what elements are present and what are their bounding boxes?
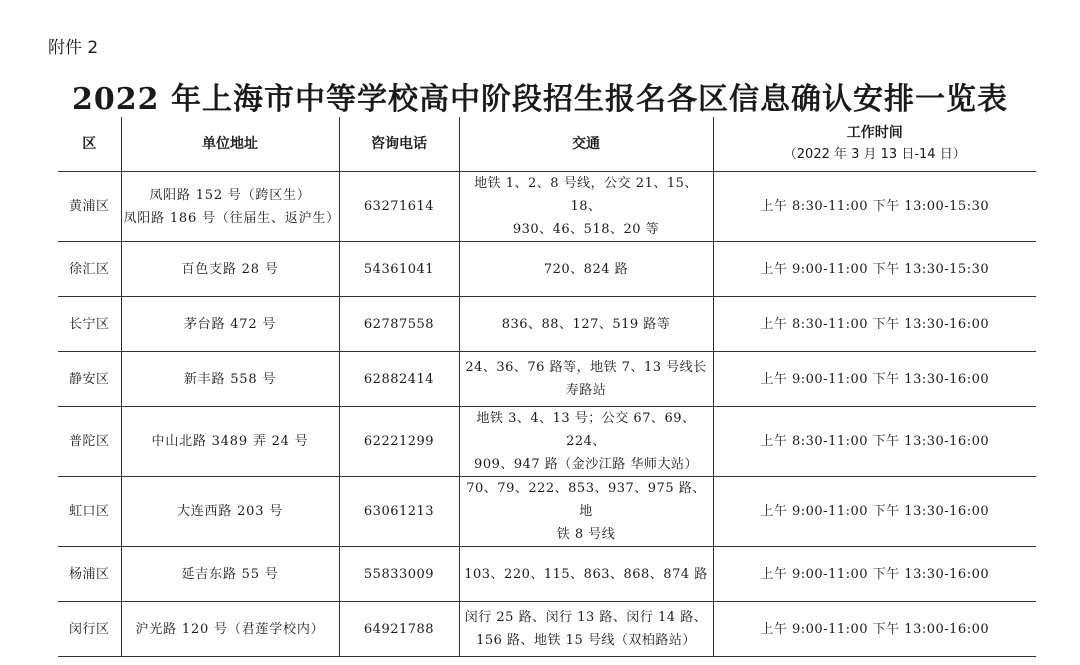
hours-cell: 上午 9:00-11:00 下午 13:30-16:00: [713, 352, 1036, 407]
header-transit: 交通: [459, 117, 713, 172]
district-cell: 静安区: [58, 352, 121, 407]
transit-cell-line: 闵行 25 路、闵行 13 路、闵行 14 路、: [464, 610, 708, 625]
header-hours-label: 工作时间: [846, 125, 903, 141]
phone-cell: 62882414: [339, 352, 459, 407]
transit-cell: [459, 172, 713, 242]
phone-cell: 62787558: [339, 297, 459, 352]
transit-cell-line: 地铁 1、2、8 号线，公交 21、15、18、: [474, 176, 698, 214]
hours-cell: 上午 9:00-11:00 下午 13:30-15:30: [713, 242, 1036, 297]
address-cell: [121, 477, 339, 547]
transit-cell: [459, 547, 713, 602]
transit-cell-line: 铁 8 号线: [556, 527, 616, 542]
table-row: [58, 242, 1036, 297]
transit-cell-line: 103、220、115、863、868、874 路: [464, 566, 708, 582]
transit-cell-line: 909、947 路（金沙江路 华师大站）: [474, 457, 698, 472]
table-row: [58, 602, 1036, 657]
address-cell: [121, 172, 339, 242]
hours-cell: 上午 9:00-11:00 下午 13:30-16:00: [713, 477, 1036, 547]
phone-cell: 54361041: [339, 242, 459, 297]
district-cell: 闵行区: [58, 602, 121, 657]
address-cell: [121, 407, 339, 477]
document-title: 2022 年上海市中等学校高中阶段招生报名各区信息确认安排一览表: [72, 82, 1008, 117]
transit-cell-line: 24、36、76 路等，地铁 7、13 号线长: [465, 360, 707, 375]
transit-cell-line: 720、824 路: [543, 261, 629, 277]
table-header-row: [58, 117, 1036, 172]
district-cell: 徐汇区: [58, 242, 121, 297]
hours-cell: 上午 9:00-11:00 下午 13:00-16:00: [713, 602, 1036, 657]
transit-cell-line: 836、88、127、519 路等: [501, 316, 671, 332]
phone-cell: 62221299: [339, 407, 459, 477]
phone-cell: 63271614: [339, 172, 459, 242]
table-row: [58, 547, 1036, 602]
transit-cell-line: 地铁 3、4、13 号；公交 67、69、224、: [476, 411, 696, 449]
hours-cell: 上午 8:30-11:00 下午 13:30-16:00: [713, 297, 1036, 352]
phone-cell: 63061213: [339, 477, 459, 547]
address-cell-line: 百色支路 28 号: [181, 261, 279, 277]
header-address: 单位地址: [121, 117, 339, 172]
address-cell-line: 新丰路 558 号: [183, 371, 277, 387]
hours-cell: 上午 8:30-11:00 下午 13:00-15:30: [713, 172, 1036, 242]
transit-cell: [459, 477, 713, 547]
phone-cell: 55833009: [339, 547, 459, 602]
table-body: [58, 172, 1036, 657]
address-cell-line: 大连西路 203 号: [176, 504, 284, 519]
header-phone: 咨询电话: [339, 117, 459, 172]
table-row: [58, 477, 1036, 547]
address-cell: [121, 242, 339, 297]
attachment-label: 附件 2: [48, 38, 99, 58]
address-cell-line: 中山北路 3489 弄 24 号: [151, 434, 309, 449]
table-row: [58, 407, 1036, 477]
address-cell: [121, 547, 339, 602]
address-cell-line: 凤阳路 152 号（跨区生）: [149, 187, 311, 203]
district-cell: 虹口区: [58, 477, 121, 547]
table-row: [58, 297, 1036, 352]
enrollment-schedule-table: [58, 117, 1036, 657]
transit-cell: [459, 407, 713, 477]
transit-cell: [459, 242, 713, 297]
address-cell: [121, 297, 339, 352]
hours-cell: 上午 8:30-11:00 下午 13:30-16:00: [713, 407, 1036, 477]
header-hours: [713, 117, 1036, 172]
transit-cell: [459, 602, 713, 657]
district-cell: 杨浦区: [58, 547, 121, 602]
address-cell: [121, 352, 339, 407]
district-cell: 普陀区: [58, 407, 121, 477]
hours-cell: 上午 9:00-11:00 下午 13:30-16:00: [713, 547, 1036, 602]
transit-cell-line: 70、79、222、853、937、975 路、地: [466, 481, 706, 519]
address-cell-line: 延吉东路 55 号: [181, 566, 279, 582]
transit-cell-line: 930、46、518、20 等: [512, 222, 660, 237]
address-cell-line: 茅台路 472 号: [183, 316, 277, 332]
table-row: [58, 172, 1036, 242]
transit-cell: [459, 352, 713, 407]
header-district: 区: [58, 117, 121, 172]
transit-cell: [459, 297, 713, 352]
phone-cell: 64921788: [339, 602, 459, 657]
address-cell-line: 凤阳路 186 号（往届生、返沪生）: [123, 210, 340, 226]
table-row: [58, 352, 1036, 407]
district-cell: 黄浦区: [58, 172, 121, 242]
transit-cell-line: 156 路、地铁 15 号线（双柏路站）: [476, 633, 696, 648]
address-cell: [121, 602, 339, 657]
address-cell-line: 沪光路 120 号（君莲学校内）: [135, 621, 325, 637]
district-cell: 长宁区: [58, 297, 121, 352]
transit-cell-line: 寿路站: [565, 383, 607, 398]
header-hours-date-range: （2022 年 3 月 13 日-14 日）: [783, 147, 966, 162]
